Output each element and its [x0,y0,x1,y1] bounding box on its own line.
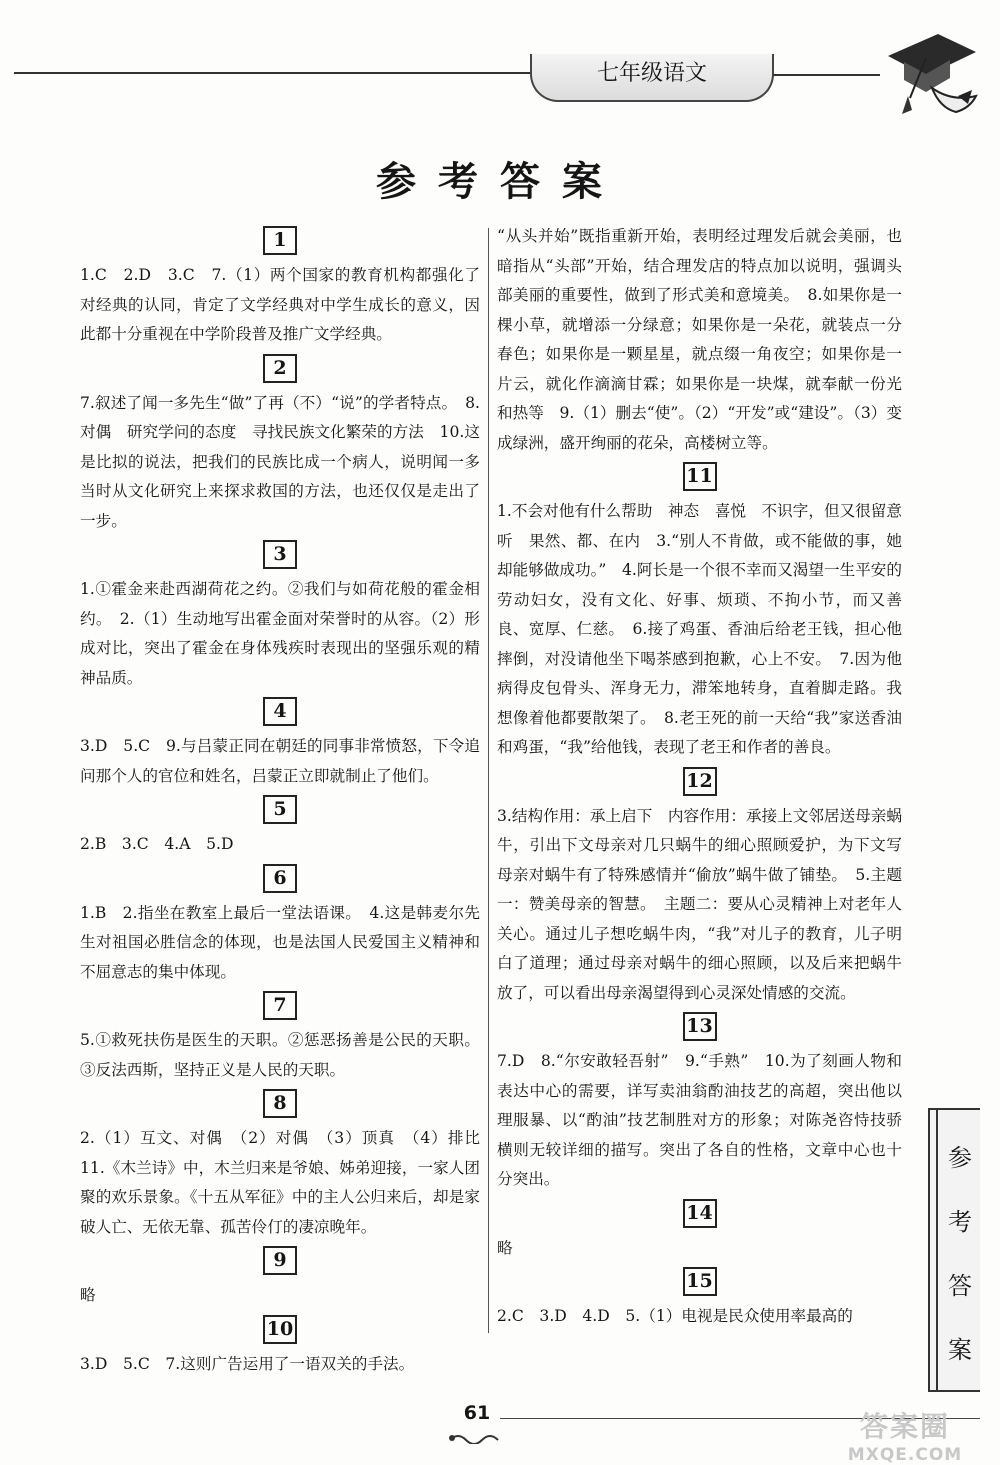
answer-text: 1.不会对他有什么帮助 神态 喜悦 不识字，但又很留意听 果然、都、在内 3.“别人不肯做，或不能做的事，她却能够做成功。” 4.阿长是一个很不幸而又渴望一生平安的劳动妇女，没有文化、好事、烦琐、不拘小节，而又善良、宽厚、仁慈。 6.接了鸡蛋、香油后给老王钱，担心他摔倒，对没请他坐下喝茶感到抱歉，心上不安。 7.因为他病得皮包骨头、浑身无力，滞笨地转身，直着脚走路。我想像着他都要散架了。 8.老王死的前一天给“我”家送香油和鸡蛋，“我”给他钱，表现了老王和作者的善良。 [497,502,902,756]
column-divider [488,228,489,1333]
section-number: 10 [263,1315,297,1344]
answer-text: 2.C 3.D 4.D 5.（1）电视是民众使用率最高的 [497,1307,853,1325]
side-section-tab [928,1108,980,1392]
answer-section [497,1267,902,1332]
header-rule-right [770,74,880,76]
answer-section [497,462,902,763]
section-number: 12 [683,767,717,796]
answer-text: 7.叙述了闻一多先生“做”了再（不）“说”的学者特点。 8.对偶 研究学问的态度 寻找民族文化繁荣的方法 10.这是比拟的说法，把我们的民族比成一个病人，说明闻一多当时从文化研究上来探求救国的方法，也还仅仅是走出了一步。 [80,393,480,530]
side-tab-rule [936,1110,938,1390]
answer-section [80,1089,496,1242]
answer-section-continued [497,222,902,458]
answer-text: 略 [80,1286,96,1304]
watermark [820,1405,990,1465]
section-number: 9 [263,1246,297,1275]
answer-text: 3.D 5.C 9.与吕蒙正同在朝廷的同事非常愤怒，下令追问那个人的官位和姓名，吕蒙正立即就制止了他们。 [80,737,480,785]
section-number: 11 [683,462,717,491]
answer-section [80,540,480,693]
answer-section [80,354,480,537]
answer-text: “从头并始”既指重新开始，表明经过理发后就会美丽，也暗指从“头部”开始，结合理发店的特点加以说明，强调头部美丽的重要性，做到了形式美和意境美。 8.如果你是一棵小草，就增添一分绿意；如果你是一朵花，就装点一分春色；如果你是一颗星星，就点缀一角夜空；如果你是一片云，就化作滴滴甘霖；如果你是一块煤，就奉献一份光和热等 9.（1）删去“使”。（2）“开发”或“建设”。（3）变成绿洲，盛开绚丽的花朵，高楼树立等。 [497,227,902,452]
section-number: 1 [263,226,297,255]
answer-section [80,1246,480,1311]
answer-section [80,1315,480,1380]
section-number: 5 [263,795,297,824]
section-number: 4 [263,697,297,726]
graduation-cap-icon [880,18,980,128]
footer-ornament-icon [448,1432,508,1444]
page-number: 61 [463,1402,491,1424]
side-tab-char: 参 [948,1144,972,1172]
answer-section [80,991,480,1085]
header-rule-left [14,72,530,74]
answer-text: 3.D 5.C 7.这则广告运用了一语双关的手法。 [80,1354,415,1373]
section-number: 3 [263,540,297,569]
left-column [80,222,496,1383]
section-number: 8 [263,1089,297,1118]
answer-text: 略 [497,1238,513,1257]
answer-text: 2.B 3.C 4.A 5.D [80,835,234,853]
answer-text: 1.①霍金来赴西湖荷花之约。②我们与如荷花般的霍金相约。 2.（1）生动地写出霍金面对荣誉时的从容。（2）形成对比，突出了霍金在身体残疾时表现出的坚强乐观的精神品质。 [80,580,480,687]
answer-section [497,1199,902,1264]
page-title: 参考答案 [376,159,624,205]
section-number: 2 [263,354,297,383]
section-number: 6 [263,864,297,893]
answer-text: 1.B 2.指坐在教室上最后一堂法语课。 4.这是韩麦尔先生对祖国必胜信念的体现，也是法国人民爱国主义精神和不屈意志的集中体现。 [80,903,480,981]
answer-section [497,1012,902,1195]
section-number: 13 [683,1012,717,1041]
watermark-url: MXQE.COM [847,1445,963,1465]
side-tab-char: 考 [948,1208,972,1236]
answer-text: 5.①救死扶伤是医生的天职。②惩恶扬善是公民的天职。③反法西斯，坚持正义是人民的天职。 [80,1031,480,1079]
answer-section [497,767,902,1009]
answer-text: 7.D 8.“尔安敢轻吾射” 9.“手熟” 10.为了刻画人物和表达中心的需要，详写卖油翁酌油技艺的高超，突出他以理服暴、以“酌油”技艺制胜对方的形象；对陈尧咨恃技骄横则无较详细的描写。突出了各自的性格，文章中心也十分突出。 [497,1052,902,1188]
answer-section [80,795,480,860]
section-number: 7 [263,991,297,1020]
answer-text: 2.（1）互文、对偶 （2）对偶 （3）顶真 （4）排比 11.《木兰诗》中，木兰归来是爷娘、姊弟迎接，一家人团聚的欢乐景象。《十五从军征》中的主人公归来后，却是家破人亡、无依无靠、孤苦伶仃的凄凉晚年。 [80,1129,496,1236]
header-subject: 七年级语文 [530,54,774,102]
answer-section [80,697,480,791]
watermark-logo-text: 答案圈 [859,1410,950,1443]
right-column [497,222,902,1336]
answer-section [80,226,480,350]
side-tab-char: 案 [948,1336,972,1364]
answer-text: 1.C 2.D 3.C 7.（1）两个国家的教育机构都强化了对经典的认同，肯定了文学经典对中学生成长的意义，因此都十分重视在中学阶段普及推广文学经典。 [80,266,480,343]
side-tab-char: 答 [948,1272,972,1300]
section-number: 15 [683,1267,717,1296]
answer-section [80,864,480,988]
section-number: 14 [683,1199,717,1228]
answer-text: 3.结构作用：承上启下 内容作用：承接上文邻居送母亲蜗牛，引出下文母亲对几只蜗牛的细心照顾爱护，为下文写母亲对蜗牛有了特殊感情并“偷放”蜗牛做了铺垫。 5.主题一：赞美母亲的智慧。 主题二：要从心灵精神上对老年人关心。通过儿子想吃蜗牛肉，“我”对儿子的教育，儿子明白了道理；通过母亲对蜗牛的细心照顾，以及后来把蜗牛放了，可以看出母亲渴望得到心灵深处情感的交流。 [497,806,902,1002]
